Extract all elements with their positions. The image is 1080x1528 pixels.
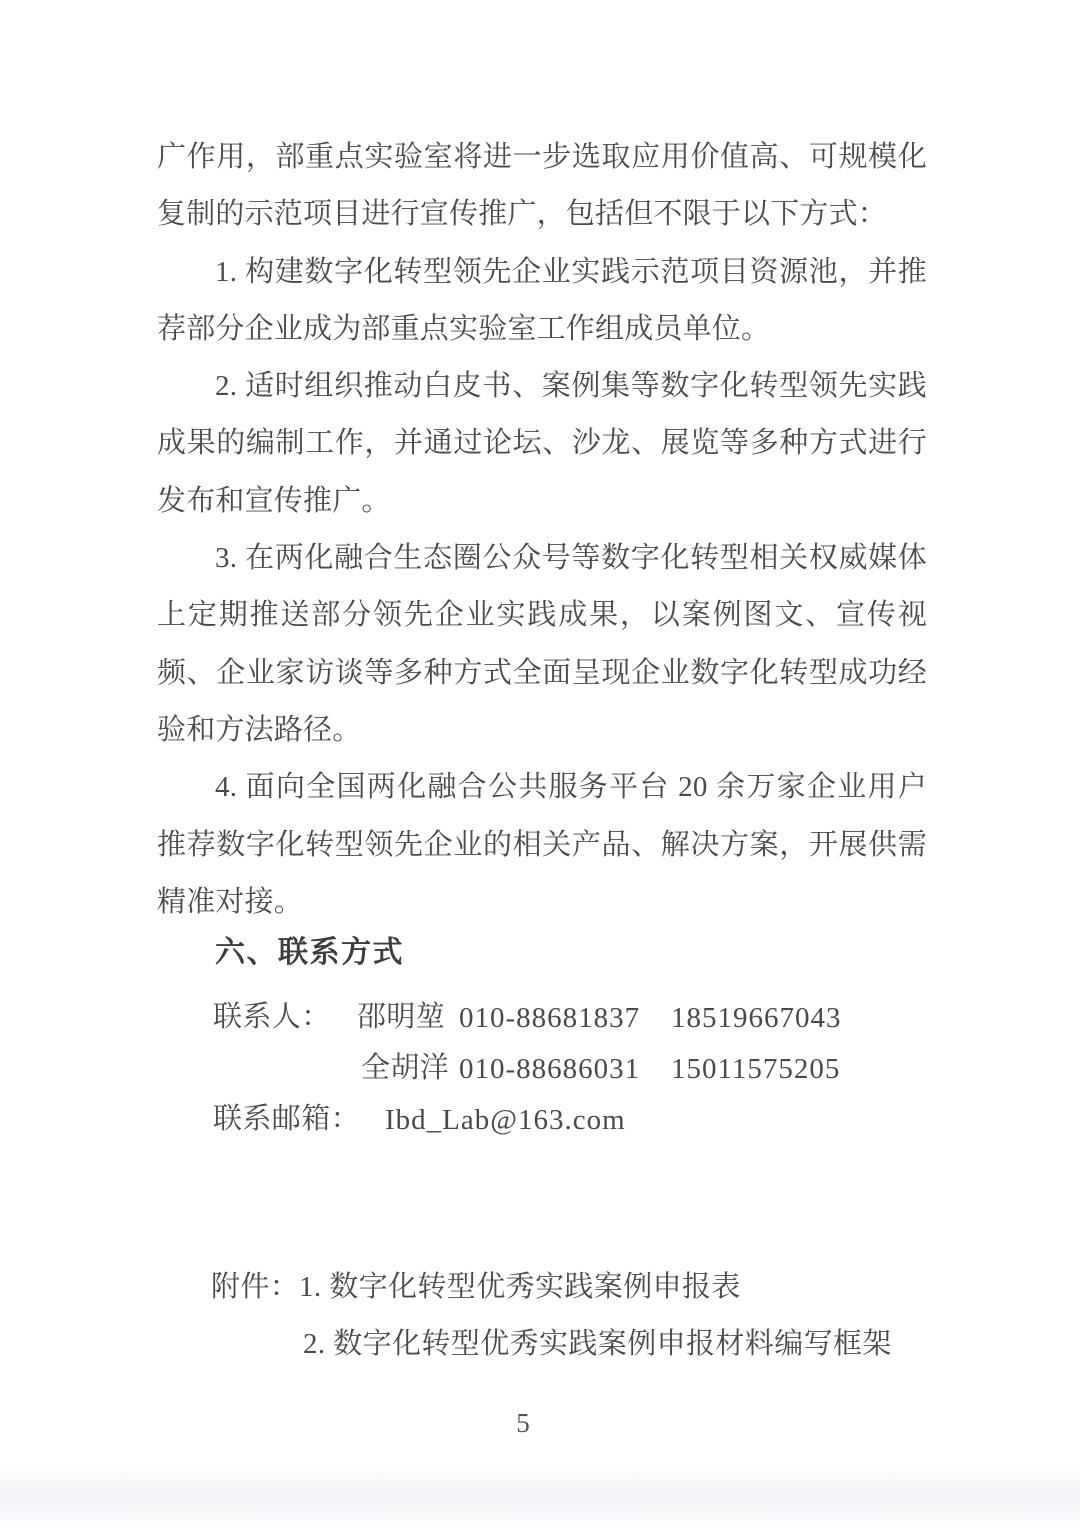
- body-list-item-2: 2. 适时组织推动白皮书、案例集等数字化转型领先实践成果的编制工作，并通过论坛、沙龙、展览等多种方式进行发布和宣传推广。: [157, 370, 927, 517]
- contact-email: Ibd_Lab@163.com: [385, 1104, 626, 1136]
- section-heading-contact: 六、联系方式: [215, 936, 404, 970]
- body-list-item-3: 3. 在两化融合生态圈公众号等数字化转型相关权威媒体上定期推送部分领先企业实践成果，以案例图文、宣传视频、企业家访谈等多种方式全面呈现企业数字化转型成功经验和方法路径。: [157, 542, 927, 746]
- contact-mobile-1: 18519667043: [671, 1002, 842, 1034]
- contact-phone-2: 010-88686031: [459, 1053, 641, 1085]
- contact-name-1: 邵明堃: [357, 1001, 446, 1033]
- contact-email-label: 联系邮箱：: [213, 1103, 361, 1135]
- document-body: [157, 129, 927, 988]
- contact-name-2: 全胡洋: [361, 1052, 450, 1084]
- contact-phone-1: 010-88681837: [459, 1002, 641, 1034]
- body-list-item-4: 4. 面向全国两化融合公共服务平台 20 余万家企业用户推荐数字化转型领先企业的相关产品、解决方案，开展供需精准对接。: [157, 771, 927, 918]
- body-list-item-1: 1. 构建数字化转型领先企业实践示范项目资源池，并推荐部分企业成为部重点实验室工作组成员单位。: [157, 255, 927, 345]
- attachments-label: 附件：: [211, 1271, 300, 1303]
- contact-mobile-2: 15011575205: [671, 1053, 841, 1085]
- attachment-item-2: 2. 数字化转型优秀实践案例申报材料编写框架: [303, 1328, 892, 1360]
- contact-person-label: 联系人：: [213, 1001, 331, 1033]
- scan-artifact-band: [0, 1464, 1080, 1522]
- body-paragraph-intro: 广作用，部重点实验室将进一步选取应用价值高、可规模化复制的示范项目进行宣传推广，包括但不限于以下方式：: [157, 141, 927, 231]
- attachment-item-1: 1. 数字化转型优秀实践案例申报表: [299, 1271, 741, 1303]
- page-number: 5: [516, 1408, 530, 1438]
